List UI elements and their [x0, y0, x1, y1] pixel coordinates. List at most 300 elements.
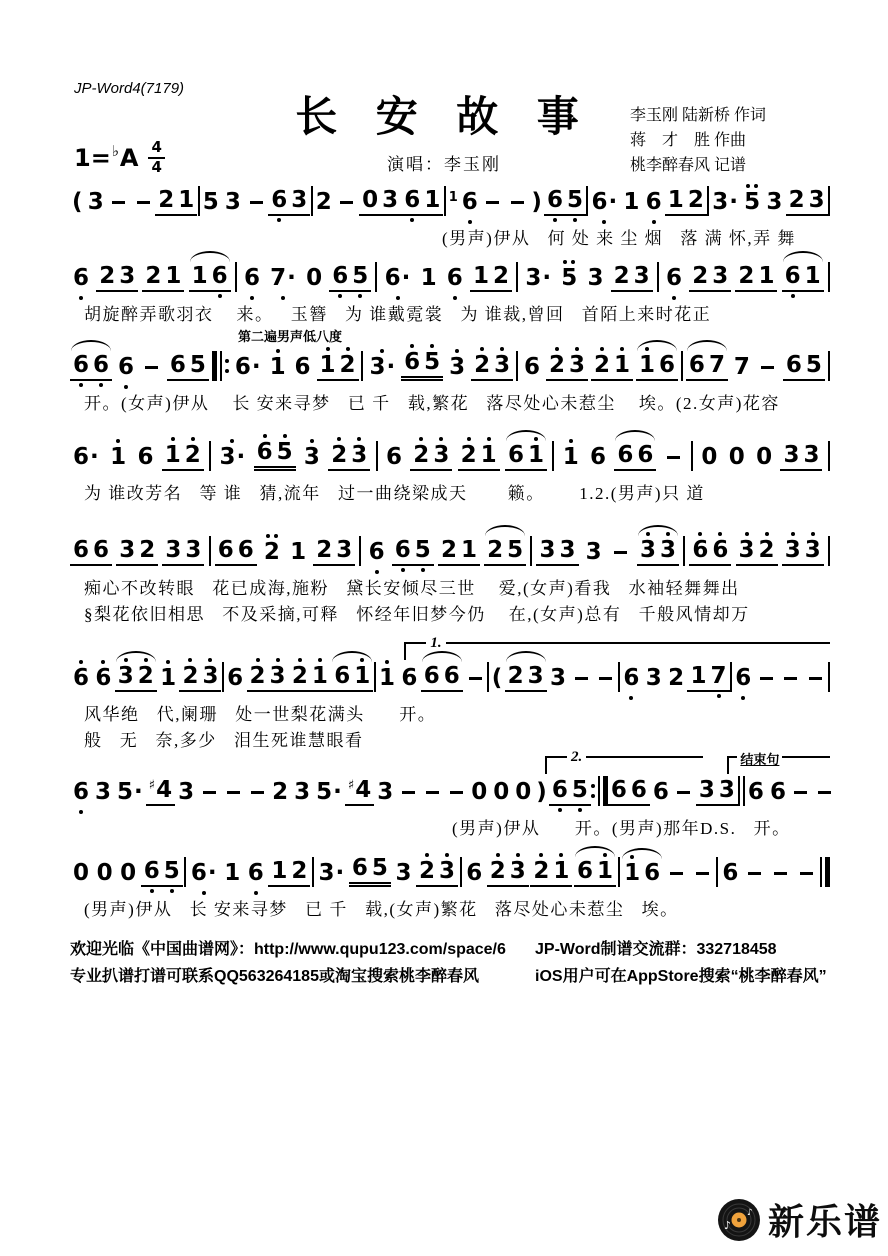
low-octave-dot — [79, 383, 83, 387]
note-group — [313, 190, 335, 216]
barline — [460, 857, 462, 887]
note-group — [609, 540, 633, 566]
note-group — [96, 264, 138, 292]
note: 6 — [524, 354, 541, 380]
note-group — [241, 266, 263, 292]
note-group — [92, 666, 114, 692]
note: 6 — [116, 355, 136, 381]
barline — [691, 441, 693, 471]
note-group — [786, 188, 828, 216]
note: 2 — [487, 537, 504, 563]
note: 3 — [119, 537, 136, 563]
dash-note — [227, 791, 240, 794]
system-7 — [70, 748, 830, 842]
final-barline — [820, 857, 830, 887]
note-group — [142, 264, 184, 292]
note — [795, 861, 817, 887]
note-group — [745, 780, 767, 806]
note: 6 — [785, 352, 802, 378]
footer-left — [70, 936, 506, 990]
note: 6 — [402, 188, 422, 214]
volta-label: 2. — [567, 749, 586, 765]
note: 7· — [268, 266, 298, 292]
augmentation-dot: · — [335, 860, 345, 886]
note: 3 — [268, 664, 288, 690]
high-octave-dot — [419, 437, 423, 441]
note: 3 — [200, 664, 220, 690]
note-group — [254, 440, 296, 471]
note: 5 — [422, 350, 442, 376]
note: 6 — [644, 190, 664, 216]
note-group — [690, 861, 714, 887]
note: 6· — [383, 266, 413, 292]
note-group — [268, 859, 310, 887]
note: 3 — [395, 860, 412, 886]
note: 3 — [559, 537, 576, 563]
note-group — [303, 266, 325, 292]
note — [198, 780, 220, 806]
note-group — [650, 780, 672, 806]
low-octave-dot — [468, 220, 472, 224]
note — [506, 190, 528, 216]
note-group — [614, 443, 656, 471]
note: 6 — [246, 861, 266, 887]
note — [814, 780, 836, 806]
low-octave-dot — [170, 889, 174, 893]
note: 2 — [315, 189, 332, 215]
note-group — [731, 355, 753, 381]
dash-note — [774, 872, 787, 875]
note-group — [70, 445, 102, 471]
note: 6 — [466, 860, 483, 886]
note: 3 — [527, 663, 544, 689]
note: 6 — [367, 540, 387, 566]
note-group — [401, 350, 443, 381]
dash-note — [575, 677, 588, 680]
dash-note — [469, 677, 482, 680]
note-group — [743, 861, 767, 887]
note: 1 — [224, 860, 241, 886]
note — [108, 190, 130, 216]
note — [397, 780, 419, 806]
note: 2 — [316, 537, 333, 563]
note-group — [366, 540, 388, 566]
note-group — [366, 355, 398, 381]
ornament-dot — [274, 534, 278, 538]
note: 3 — [803, 538, 823, 564]
note: 2 — [158, 187, 175, 213]
note: 0 — [471, 779, 488, 805]
low-octave-dot — [254, 891, 258, 895]
note: 6 — [423, 663, 440, 689]
system-1 — [70, 170, 830, 252]
note-group — [736, 538, 778, 566]
note — [673, 780, 695, 806]
ending-label: 结束句 — [737, 752, 782, 767]
low-octave-dot — [410, 218, 414, 222]
note — [595, 666, 617, 692]
low-octave-dot — [602, 220, 606, 224]
high-octave-dot — [208, 658, 212, 662]
note: 5 — [570, 778, 590, 804]
note: 3 — [178, 779, 195, 805]
note-group — [224, 666, 246, 692]
note: 6 — [637, 442, 654, 468]
note: 1 — [622, 861, 642, 887]
low-octave-dot — [421, 568, 425, 572]
high-octave-dot — [467, 437, 471, 441]
note-group — [505, 443, 547, 471]
credit-composer: 蒋 才 胜 作曲 — [630, 131, 747, 149]
note-group — [522, 266, 554, 292]
note-group — [544, 188, 586, 216]
note-group — [292, 355, 314, 381]
note: 6· — [589, 190, 619, 216]
note-group — [530, 859, 572, 887]
note: 5 — [413, 538, 433, 564]
note: 6 — [93, 537, 110, 563]
note-group — [331, 664, 373, 692]
note-group — [116, 538, 158, 566]
slur-arc — [422, 651, 462, 662]
low-octave-dot — [124, 385, 128, 389]
high-octave-dot — [516, 853, 520, 857]
note: 2 — [262, 540, 282, 566]
high-octave-dot — [791, 532, 795, 536]
note: 1 — [163, 443, 183, 469]
note — [445, 780, 467, 806]
barline — [681, 351, 683, 381]
note: 3· — [525, 265, 552, 291]
dash-note — [250, 201, 263, 204]
note: 6 — [210, 264, 230, 290]
note — [464, 666, 486, 692]
note: 6 — [445, 266, 465, 292]
note: 6 — [142, 859, 162, 885]
dash-note — [818, 791, 831, 794]
note: 1 — [290, 539, 307, 565]
note — [246, 780, 268, 806]
note: 6 — [402, 350, 422, 376]
high-octave-dot — [445, 853, 449, 857]
low-octave-dot — [277, 218, 281, 222]
high-octave-dot — [620, 347, 624, 351]
high-octave-dot — [455, 349, 459, 353]
note-group — [487, 859, 529, 887]
note — [132, 190, 154, 216]
low-octave-dot — [741, 696, 745, 700]
ornament-dot — [746, 184, 750, 188]
lyrics-line: (男声)伊从 何 处 来 尘 烟 落 满 怀,弄 舞 — [442, 229, 796, 248]
note: 6· — [189, 861, 219, 887]
note: 1 — [612, 353, 632, 379]
high-octave-dot — [79, 660, 83, 664]
high-octave-dot — [188, 658, 192, 662]
barline — [209, 441, 211, 471]
low-octave-dot — [553, 218, 557, 222]
note: 5 — [507, 537, 524, 563]
high-octave-dot — [276, 349, 280, 353]
note-group — [418, 266, 440, 292]
note: 6 — [659, 352, 676, 378]
high-octave-dot — [430, 344, 434, 348]
note-group — [521, 355, 543, 381]
note-group — [547, 666, 569, 692]
note: 3 — [550, 665, 567, 691]
note: 2 — [613, 263, 630, 289]
augmentation-dot: · — [251, 354, 261, 380]
augmentation-dot: · — [333, 779, 342, 805]
augmentation-dot: · — [729, 189, 738, 215]
note-group — [588, 190, 620, 216]
paren: ( — [491, 665, 503, 691]
barline — [683, 536, 685, 566]
note: 3 — [783, 442, 800, 468]
note: 3 — [492, 353, 512, 379]
note — [421, 780, 443, 806]
note: 6 — [652, 779, 669, 805]
note — [780, 666, 802, 692]
dash-note — [511, 201, 524, 204]
note: 2 — [738, 263, 755, 289]
note: 1 — [804, 263, 821, 289]
note-group — [114, 780, 146, 806]
note-group — [803, 666, 827, 692]
note-group — [131, 190, 155, 216]
note-group — [221, 861, 243, 887]
note: 1 — [595, 859, 615, 885]
note — [610, 540, 632, 566]
note: 1 — [667, 187, 684, 213]
low-octave-dot — [558, 808, 562, 812]
note-group — [569, 666, 593, 692]
note-group — [591, 353, 633, 381]
note-group — [328, 443, 370, 471]
note: 1 — [377, 666, 397, 692]
note: 3 — [645, 665, 662, 691]
high-octave-dot — [171, 437, 175, 441]
note — [770, 861, 792, 887]
low-octave-dot — [652, 220, 656, 224]
ornament-dot — [266, 534, 270, 538]
low-octave-dot — [79, 810, 83, 814]
high-octave-dot — [337, 437, 341, 441]
note: 3 — [698, 777, 715, 803]
note-group — [620, 666, 642, 692]
note-group — [222, 190, 244, 216]
note-group — [401, 188, 443, 216]
vinyl-record-icon — [716, 1197, 762, 1243]
lyrics-line: 痴心不改转眼 花已成海,施粉 黛长安倾尽三世 爱,(女声)看我 水袖轻舞舞出 — [84, 579, 740, 598]
paren: ) — [531, 189, 542, 215]
note-group — [512, 780, 534, 806]
note: 6 — [73, 537, 90, 563]
note: 6 — [330, 264, 350, 290]
slur-arc — [622, 848, 662, 859]
note: 5 — [565, 188, 585, 214]
note-group — [490, 780, 512, 806]
note-group — [687, 664, 729, 692]
note: 6 — [617, 442, 634, 468]
system-4 — [70, 424, 830, 507]
barline — [516, 351, 518, 381]
note-group — [608, 778, 650, 806]
note-group — [85, 190, 107, 216]
note: 1 — [420, 265, 437, 291]
dash-note — [809, 677, 822, 680]
key-letter: A — [119, 143, 139, 172]
note: 1 — [191, 263, 208, 289]
low-octave-dot — [375, 570, 379, 574]
high-octave-dot — [500, 347, 504, 351]
barline — [530, 536, 532, 566]
note-group — [782, 538, 824, 566]
footer-qq-group-line: JP-Word制谱交流群：332718458 — [535, 941, 777, 958]
note-group — [162, 443, 204, 471]
lyrics-line: 为 谁改芳名 等 谁 猜,流年 过一曲绕梁成天 籁。 1.2.(男声)只 道 — [84, 484, 705, 503]
note-group — [70, 780, 92, 806]
note-group — [162, 538, 204, 566]
meter-denominator: 4 — [151, 157, 162, 176]
note — [482, 190, 504, 216]
note: 2 — [136, 664, 156, 690]
dash-note — [112, 201, 125, 204]
note: 6 — [169, 352, 186, 378]
dash-note — [614, 551, 627, 554]
note: 2 — [411, 443, 431, 469]
note — [336, 190, 358, 216]
note-group — [396, 780, 420, 806]
barline — [184, 857, 186, 887]
note-group — [620, 190, 642, 216]
note-group — [780, 443, 822, 471]
note: 6 — [385, 444, 402, 470]
barline — [209, 536, 211, 566]
generator-label: JP-Word4(7179) — [74, 80, 185, 97]
note-group — [376, 666, 398, 692]
dash-note — [137, 201, 150, 204]
ornament-dot — [571, 260, 575, 264]
note: 0 — [306, 265, 323, 291]
notation-line — [70, 170, 830, 226]
note: 1 — [108, 445, 128, 471]
slur-arc — [506, 430, 546, 441]
high-octave-dot — [346, 347, 350, 351]
note-group — [755, 666, 779, 692]
note-group — [189, 264, 231, 292]
note: 1 — [310, 664, 330, 690]
high-octave-dot — [698, 532, 702, 536]
note: 2 — [272, 779, 289, 805]
song-title: 长 安 故 事 — [295, 95, 593, 141]
footer-appstore-line: iOS用户可在AppStore搜索“桃李醉春风” — [535, 968, 827, 986]
note: 2 — [291, 858, 308, 884]
note: 6 — [269, 188, 289, 214]
high-octave-dot — [569, 439, 573, 443]
lyrics-line: (男声)伊从 开。(男声)那年D.S. 开。 — [452, 819, 791, 838]
notation-line — [70, 520, 830, 576]
note-group — [665, 861, 689, 887]
note-group — [769, 861, 793, 887]
note-group — [689, 538, 731, 566]
note: 3 — [633, 263, 650, 289]
note: 6 — [621, 666, 641, 692]
note-group — [392, 538, 434, 566]
note-group — [197, 780, 221, 806]
note — [790, 780, 812, 806]
note — [222, 780, 244, 806]
dash-note — [667, 456, 680, 459]
note-group — [689, 264, 731, 292]
notation-line — [70, 246, 830, 302]
note: 2 — [99, 263, 116, 289]
note-group — [117, 861, 139, 887]
note: 6 — [590, 444, 607, 470]
note: 6 — [351, 855, 368, 881]
high-octave-dot — [298, 658, 302, 662]
note-group — [92, 780, 114, 806]
high-octave-dot — [811, 532, 815, 536]
credit-transcriber: 桃李醉春风 记谱 — [630, 156, 747, 174]
note-group — [574, 859, 616, 887]
note: 1 — [178, 187, 195, 213]
note-group — [621, 861, 663, 887]
note: 2 — [139, 537, 156, 563]
note: 6 — [688, 352, 705, 378]
note — [691, 861, 713, 887]
notation-line — [70, 748, 830, 816]
note: 3 — [508, 859, 528, 885]
note: 2 — [329, 443, 349, 469]
note-group — [643, 190, 665, 216]
dash-note — [800, 872, 813, 875]
note: 6 — [710, 538, 730, 564]
note-group — [70, 538, 112, 566]
note: 6 — [71, 780, 91, 806]
note: 5 — [350, 264, 370, 290]
system-6 — [70, 634, 830, 754]
note: 6 — [93, 666, 113, 692]
note: 3 — [808, 187, 825, 213]
note: 0 — [73, 860, 90, 886]
note: 3 — [638, 538, 658, 564]
barline — [657, 262, 659, 292]
high-octave-dot — [116, 439, 120, 443]
low-octave-dot — [401, 568, 405, 572]
note-group — [188, 861, 220, 887]
dash-note — [251, 791, 264, 794]
note-group — [726, 445, 748, 471]
dash-note — [670, 872, 683, 875]
low-octave-dot — [629, 696, 633, 700]
note: 6 — [508, 442, 525, 468]
lyrics-line: §梨花依旧相思 不及采摘,可释 怀经年旧梦今仍 在,(女声)总有 千般风情却万 — [84, 605, 750, 624]
note: 3 — [349, 443, 369, 469]
note: 6 — [664, 266, 684, 292]
low-octave-dot — [79, 296, 83, 300]
barline — [618, 857, 620, 887]
lyrics-line: 般 无 奈,多少 泪生死谁慧眼看 — [84, 731, 364, 750]
meter-numerator: 4 — [148, 140, 164, 159]
note-group — [70, 353, 112, 381]
note-group — [794, 861, 818, 887]
note: 2 — [692, 263, 709, 289]
note-group — [446, 355, 468, 381]
note: 5 — [189, 352, 206, 378]
note: 5 — [202, 189, 219, 215]
notation-line — [70, 840, 830, 897]
note: 5 — [559, 266, 579, 292]
